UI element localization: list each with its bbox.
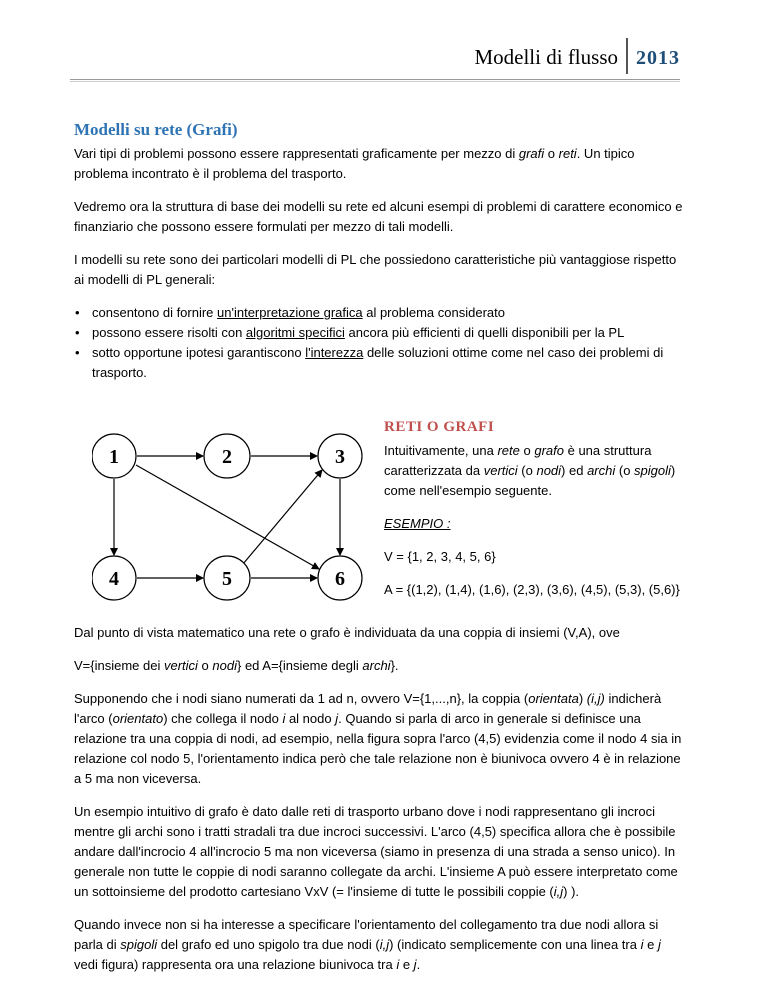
bullet-icon: • — [75, 345, 80, 360]
text: } ed A={insieme degli — [236, 658, 363, 673]
text: ) (indicato semplicemente con una linea tra — [389, 937, 641, 952]
text: (o — [615, 463, 635, 478]
text: o — [544, 146, 559, 161]
node-label: 1 — [109, 446, 119, 468]
text: sotto opportune ipotesi garantiscono — [92, 345, 306, 360]
text: V={insieme dei — [74, 658, 164, 673]
text-italic: grafi — [518, 146, 545, 161]
side-heading: RETI O GRAFI — [384, 419, 495, 435]
list-item — [75, 343, 684, 383]
text: (o — [517, 463, 537, 478]
graph-section — [74, 417, 684, 617]
text: Supponendo che i nodi siano numerati da 1 ad n, ovvero V={1,...,n}, la coppia ( — [74, 691, 529, 706]
node-label: 4 — [109, 568, 119, 590]
paragraph-edges — [74, 915, 684, 975]
text: . Quando si parla di arco in generale si definisce una relazione tra una coppia di nodi, ad esempio, nella figura sopra l'arco (4,5) evidenzia come il nodo 4 sia in relazione col nodo 5, l'orientamento indica però che tale relazione non è biunivoca ovvero 4 è in relazione a 5 ma non viceversa. — [74, 711, 682, 786]
text: Quando invece non si ha interesse a specificare l'orientamento del collegamento tra due nodi allora si parla di — [74, 917, 659, 952]
text-italic: archi — [587, 463, 616, 478]
bullet-icon: • — [75, 325, 80, 340]
section-heading: Modelli su rete (Grafi) — [74, 120, 238, 139]
text-italic: (i,j) — [586, 691, 605, 706]
node-label: 3 — [335, 446, 345, 468]
text: consentono di fornire — [92, 305, 218, 320]
text: . Un tipico problema incontrato è il problema del trasporto. — [74, 146, 635, 181]
list-item — [75, 303, 684, 323]
text: e — [399, 957, 414, 972]
text-italic: vertici — [163, 658, 198, 673]
text: vedi figura) rappresenta ora una relazione biunivoca tra — [74, 957, 397, 972]
text: o — [519, 443, 535, 458]
paragraph-math: Dal punto di vista matematico una rete o grafo è individuata da una coppia di insiemi (V,A), ove — [74, 625, 620, 640]
text: possono essere risolti con — [92, 325, 246, 340]
text: del grafo ed uno spigolo tra due nodi ( — [157, 937, 380, 952]
text: o — [197, 658, 213, 673]
text: ) — [578, 691, 587, 706]
text-italic: i — [396, 957, 400, 972]
graph-diagram — [92, 423, 372, 613]
text-italic: archi — [362, 658, 391, 673]
paragraph-structure: Vedremo ora la struttura di base dei modelli su rete ed alcuni esempi di problemi di carattere economico e finanziario che possono essere formulati per mezzo di tali modelli. — [74, 199, 683, 234]
text: è una struttura caratterizzata da — [384, 443, 652, 478]
header-rule-shadow — [70, 81, 680, 82]
paragraph-intro — [74, 144, 684, 184]
text-italic: orientato — [112, 711, 164, 726]
text: ) come nell'esempio seguente. — [384, 463, 676, 498]
text-italic: j — [335, 711, 339, 726]
node-label: 2 — [222, 446, 232, 468]
text-italic: i,j — [553, 884, 564, 899]
graph-description — [384, 417, 684, 600]
paragraph-pl: I modelli su rete sono dei particolari modelli di PL che possiedono caratteristiche più vantaggiose rispetto ai modelli di PL generali: — [74, 252, 677, 287]
text-italic: i — [640, 937, 644, 952]
text: . — [416, 957, 421, 972]
text: ) ). — [563, 884, 580, 899]
text: indicherà l'arco ( — [74, 691, 662, 726]
text-italic: nodi — [536, 463, 562, 478]
text-underlined: l'interezza — [305, 345, 364, 360]
text-italic: spigoli — [634, 463, 671, 478]
document-body — [74, 120, 684, 988]
text: delle soluzioni ottime come nel caso dei problemi di trasporto. — [92, 345, 664, 380]
bullet-icon: • — [75, 305, 80, 320]
advantages-list — [74, 303, 684, 383]
text-italic: i,j — [379, 937, 390, 952]
text-italic: reti — [558, 146, 577, 161]
text-italic: ESEMPIO : — [384, 516, 451, 531]
node-label: 5 — [222, 568, 232, 590]
paragraph-orientation — [74, 689, 684, 789]
text: }. — [390, 658, 399, 673]
text: e — [643, 937, 658, 952]
paragraph-sets — [74, 656, 684, 676]
side-paragraph — [384, 441, 684, 501]
text-italic: j — [413, 957, 417, 972]
text-italic: nodi — [212, 658, 237, 673]
text-italic: rete — [497, 443, 520, 458]
header-year: 2013 — [636, 47, 680, 69]
example-label — [384, 514, 684, 534]
header-rule — [70, 79, 680, 80]
text-italic: j — [657, 937, 661, 952]
text: al nodo — [285, 711, 336, 726]
text: ) che collega il nodo — [163, 711, 283, 726]
text: ancora più efficienti di quelli disponibili per la PL — [344, 325, 625, 340]
edge-5-3 — [243, 470, 322, 564]
header-title: Modelli di flusso — [474, 45, 618, 69]
edge-1-6 — [136, 465, 319, 569]
node-label: 6 — [335, 568, 345, 590]
text-italic: orientata — [528, 691, 579, 706]
text-underlined: algoritmi specifici — [245, 325, 345, 340]
text-italic: i — [282, 711, 286, 726]
text-italic: grafo — [534, 443, 564, 458]
page-header — [474, 38, 680, 74]
text: Vari tipi di problemi possono essere rappresentati graficamente per mezzo di — [74, 146, 519, 161]
text-italic: vertici — [483, 463, 518, 478]
text: Intuitivamente, una — [384, 443, 498, 458]
text-italic: spigoli — [120, 937, 158, 952]
text-underlined: un'interpretazione grafica — [217, 305, 363, 320]
list-item — [75, 323, 684, 343]
text: al problema considerato — [362, 305, 505, 320]
text: Un esempio intuitivo di grafo è dato dalle reti di trasporto urbano dove i nodi rappresentano gli incroci mentre gli archi sono i tratti stradali tra due incroci successivi. L'arco (4,5) specifica allora che è possibile andare dall'incrocio 4 all'incrocio 5 ma non viceversa (siamo in presenza di una strada a senso unico). In generale non tutte le coppie di nodi saranno collegate da archi. L'insieme A può essere interpretato come un sottoinsieme del prodotto cartesiano VxV (= l'insieme di tutte le possibili coppie ( — [74, 804, 678, 899]
paragraph-transport-example — [74, 802, 684, 902]
text: ) ed — [561, 463, 588, 478]
arc-set: A = {(1,2), (1,4), (1,6), (2,3), (3,6), (4,5), (5,3), (5,6)} — [384, 582, 680, 597]
vertex-set: V = {1, 2, 3, 4, 5, 6} — [384, 549, 496, 564]
